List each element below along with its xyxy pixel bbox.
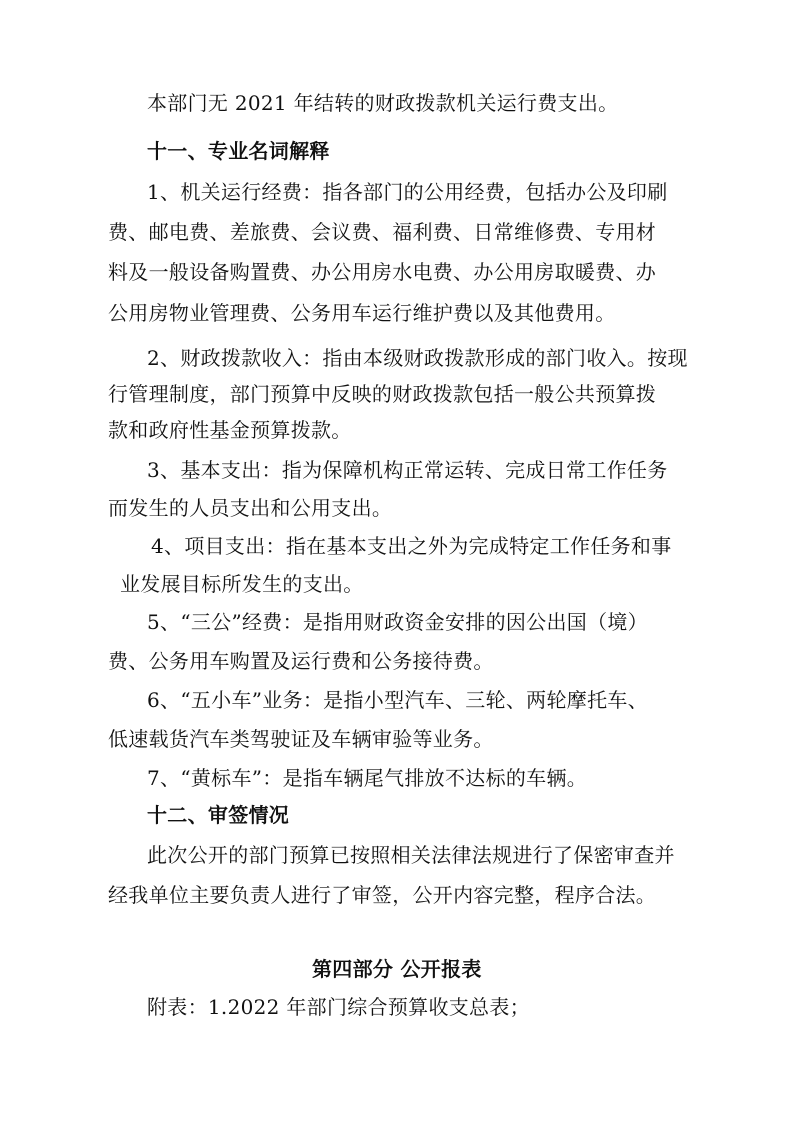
part-title: 第四部分 公开报表 [312,957,482,981]
definition-line: 款和政府性基金预算拨款。 [108,418,352,442]
definition-line: 3、基本支出：指为保障机构正常运转、完成日常工作任务 [147,458,668,482]
definition-line: 4、项目支出：指在基本支出之外为完成特定工作任务和事 [151,534,672,558]
review-line: 经我单位主要负责人进行了审签，公开内容完整，程序合法。 [108,883,657,907]
definition-line: 公用房物业管理费、公务用车运行维护费以及其他费用。 [108,301,616,325]
definition-line: 2、财政拨款收入：指由本级财政拨款形成的部门收入。按现 [147,346,688,370]
definition-line: 低速载货汽车类驾驶证及车辆审验等业务。 [108,727,494,751]
definition-line: 5、“三公”经费：是指用财政资金安排的因公出国（境） [147,610,648,634]
section-heading-11: 十一、专业名词解释 [147,139,330,163]
definition-line: 1、机关运行经费：指各部门的公用经费，包括办公及印刷 [147,180,668,204]
definition-line: 而发生的人员支出和公用支出。 [108,496,393,520]
definition-line: 业发展目标所发生的支出。 [120,572,364,596]
definition-line: 费、公务用车购置及运行费和公务接待费。 [108,649,494,673]
attachment-line: 附表：1.2022 年部门综合预算收支总表； [147,995,530,1019]
definition-line: 料及一般设备购置费、办公用房水电费、办公用房取暖费、办 [108,260,657,284]
definition-line: 6、“五小车”业务：是指小型汽车、三轮、两轮摩托车、 [147,688,648,712]
review-line: 此次公开的部门预算已按照相关法律法规进行了保密审查并 [147,843,675,867]
intro-paragraph: 本部门无 2021 年结转的财政拨款机关运行费支出。 [147,91,619,115]
section-heading-12: 十二、审签情况 [147,803,290,827]
definition-line: 7、“黄标车”：是指车辆尾气排放不达标的车辆。 [147,766,588,790]
definition-line: 费、邮电费、差旅费、会议费、福利费、日常维修费、专用材 [108,220,657,244]
definition-line: 行管理制度，部门预算中反映的财政拨款包括一般公共预算拨 [108,382,657,406]
